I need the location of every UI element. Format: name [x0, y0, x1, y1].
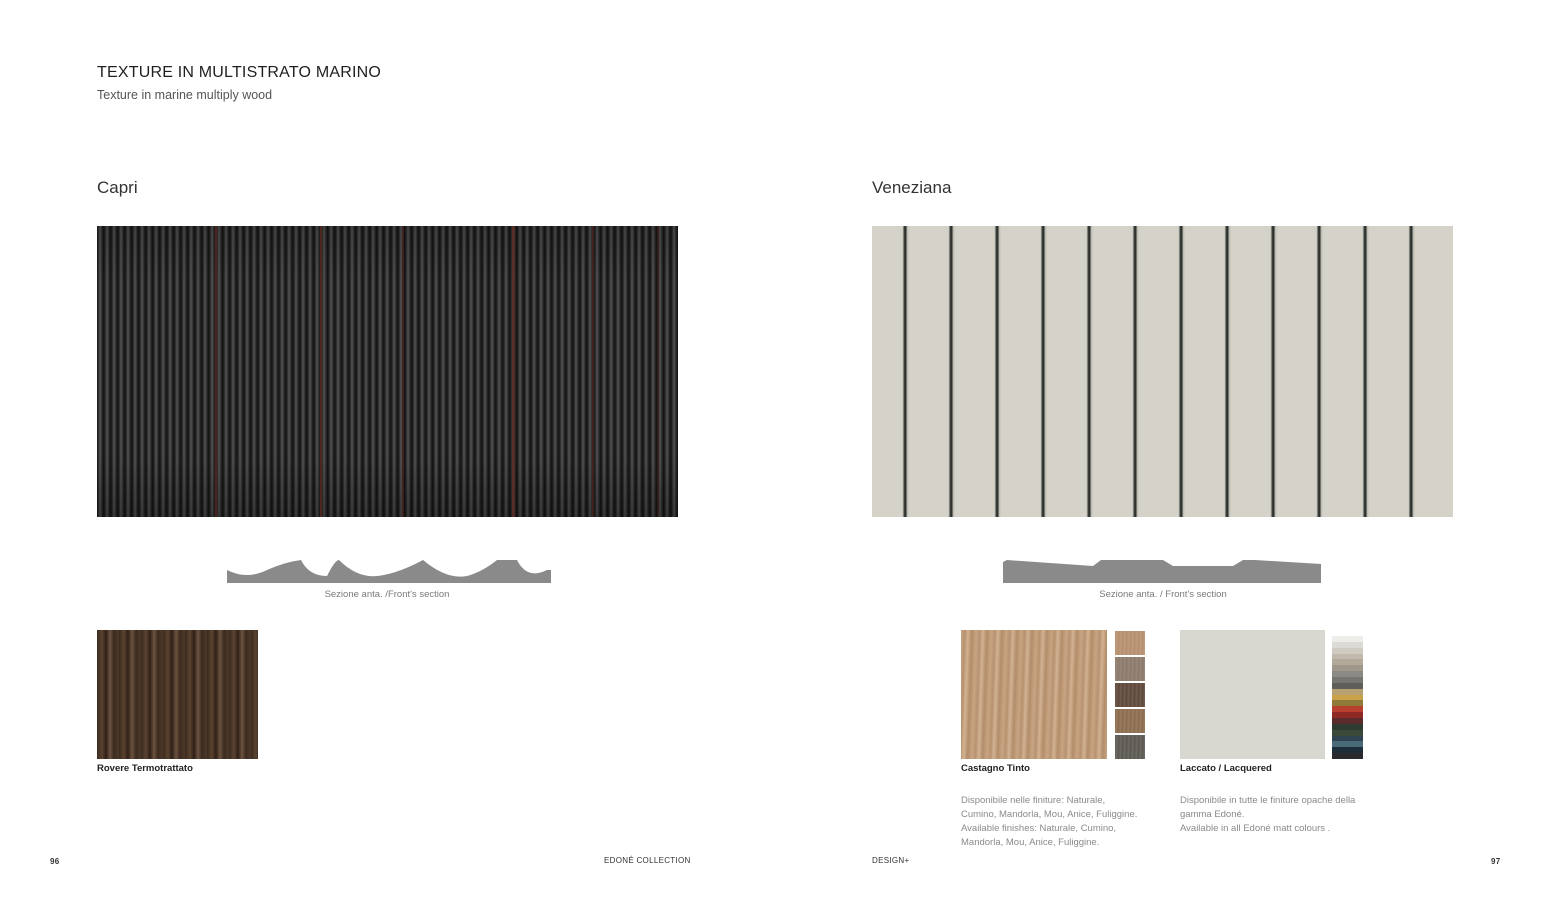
wood-finish-swatch	[1115, 683, 1145, 707]
wood-finish-swatch	[1115, 631, 1145, 655]
capri-texture-image	[97, 226, 678, 517]
castagno-note-line: Available finishes: Naturale, Cumino,	[961, 823, 1117, 834]
footer-brand-left: EDONÉ COLLECTION	[604, 856, 691, 865]
wood-finish-swatch	[1115, 657, 1145, 681]
page-number-left: 96	[50, 857, 60, 866]
lacquered-note-line: gamma Edoné.	[1180, 809, 1245, 820]
veneziana-title: Veneziana	[872, 178, 952, 197]
page-number-right: 97	[1491, 857, 1501, 866]
castagno-tinto-label: Castagno Tinto	[961, 763, 1030, 774]
veneziana-section-profile	[1003, 558, 1323, 584]
page-subtitle: Texture in marine multiply wood	[97, 88, 273, 102]
lacquered-note-line: Available in all Edoné matt colours .	[1180, 823, 1331, 834]
castagno-note-line: Cumino, Mandorla, Mou, Anice, Fuliggine.	[961, 809, 1138, 820]
veneziana-section-caption: Sezione anta. / Front's section	[1099, 589, 1227, 600]
capri-section-caption: Sezione anta. /Front's section	[324, 589, 450, 600]
castagno-tinto-swatch	[961, 630, 1107, 759]
rovere-termotrattato-label: Rovere Termotrattato	[97, 763, 193, 774]
wood-finish-swatch	[1115, 709, 1145, 733]
lacquered-note	[1180, 794, 1355, 836]
lacquer-color-band	[1332, 753, 1363, 759]
wood-finish-swatch	[1115, 735, 1145, 759]
lacquered-swatch	[1180, 630, 1325, 759]
lacquered-note-line: Disponibile in tutte le finiture opache della	[1180, 795, 1356, 806]
lacquered-label: Laccato / Lacquered	[1180, 763, 1272, 774]
page-title: TEXTURE IN MULTISTRATO MARINO	[97, 64, 382, 81]
castagno-note-line: Disponibile nelle finiture: Naturale,	[961, 795, 1106, 806]
veneziana-texture-image	[872, 226, 1453, 517]
footer-brand-right: DESIGN+	[872, 856, 910, 865]
capri-title: Capri	[97, 178, 138, 197]
castagno-tinto-note	[961, 794, 1137, 850]
castagno-note-line: Mandorla, Mou, Anice, Fuliggine.	[961, 837, 1100, 848]
capri-section-profile	[227, 558, 552, 584]
rovere-termotrattato-swatch	[97, 630, 258, 759]
